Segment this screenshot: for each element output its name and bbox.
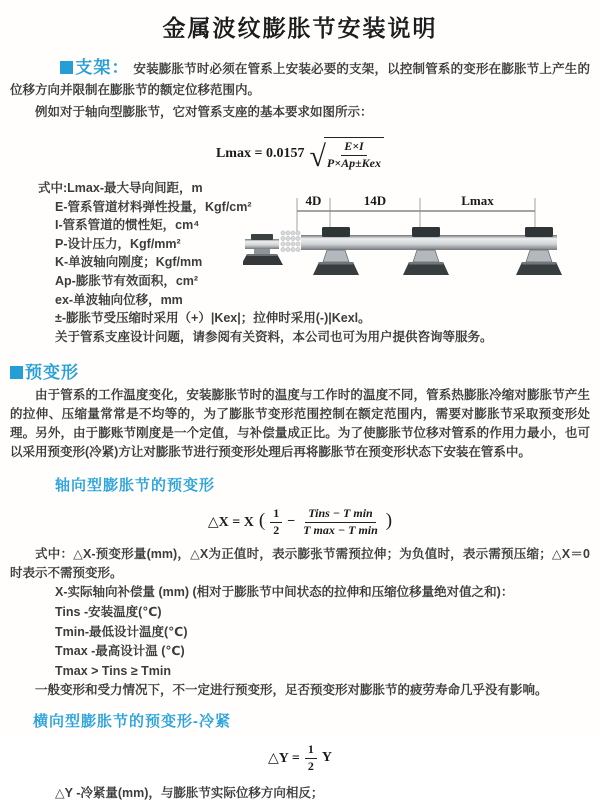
support-heading-label: 支架： [75, 58, 130, 77]
formula-dy-rhs: Y [322, 750, 332, 766]
formula-lmax-denominator: P×Ap±Kex [324, 156, 384, 172]
temperature-fraction [300, 506, 381, 538]
fraction-denominator: 2 [305, 759, 317, 775]
page-title: 金属波纹膨胀节安装说明 [10, 0, 590, 43]
definition-item: P-设计压力，Kgf/mm² [55, 235, 590, 254]
diagram-label-4d: 4D [297, 193, 330, 209]
predeform-section-heading [10, 358, 590, 383]
formula-lmax [10, 135, 590, 173]
fraction-numerator: Tins − T min [305, 506, 376, 523]
definition-item: ex-单波轴向位移，mm [55, 291, 590, 310]
lateral-sub-heading: 横向型膨胀节的预变形-冷紧 [33, 710, 590, 731]
definition-item: ±-膨胀节受压缩时采用（+）|Kex|；拉伸时采用(-)|Kexl。 [55, 309, 590, 328]
formula-lmax-fraction [324, 137, 384, 171]
formula-delta-y [10, 742, 590, 774]
fraction-denominator: 2 [270, 523, 282, 539]
fraction-numerator: 1 [270, 506, 282, 523]
definition-item: E-管系管道材料弹性投量，Kgf/cm² [55, 198, 590, 217]
definition-item: Ap-膨胀节有效面积，cm² [55, 272, 590, 291]
definition-item: 关于管系支座设计问题，请参阅有关资料，本公司也可为用户提供咨询等服务。 [55, 328, 590, 347]
temperature-inequality: Tmax > Tins ≥ Tmin [55, 662, 590, 682]
axial-x-definition: X-实际轴向补偿量 (mm) (相对于膨胀节中间状态的拉伸和压缩位移量绝对值之和)： [55, 583, 590, 603]
predeform-heading-label: 预变形 [25, 363, 79, 382]
section-marker-icon [10, 366, 23, 379]
fraction-denominator: T max − T min [300, 523, 381, 539]
diagram-label-14d: 14D [330, 193, 420, 209]
open-paren: ( [259, 510, 265, 532]
definition-item: 式中:Lmax-最大导向间距，m [38, 179, 590, 198]
temperature-definition: Tmin-最低设计温度(℃) [55, 623, 590, 643]
minus-sign: − [287, 514, 295, 530]
temperature-definition: Tmax -最高设计温 (℃) [55, 642, 590, 662]
formula-dx-lhs: △X = X [208, 514, 254, 531]
support-example-line: 例如对于轴向型膨胀节，它对管系支座的基本要求如图所示： [10, 102, 590, 123]
section-marker-icon [60, 61, 73, 74]
support-intro-text: 安装膨胀节时必须在管系上安装必要的支架，以控制管系的变形在膨胀节上产生的位移方向并限制在膨胀节的额定位移范围内。 [10, 62, 590, 97]
close-paren: ) [386, 510, 392, 532]
axial-explanation: 式中：△X-预变形量(mm)，△X为正值时，表示膨张节需预拉伸；为负值时，表示需预压缩；△X＝0时表示不需预变形。 [10, 545, 590, 583]
lateral-note: △Y -冷紧量(mm)，与膨胀节实际位移方向相反； [55, 784, 590, 803]
predeform-paragraph: 由于管系的工作温度变化，安装膨胀节时的温度与工作时的温度不同，管系热膨胀冷缩对膨胀节产生的拉伸、压缩量常常是不均等的，为了膨胀节变形范围控制在额定范围内，需要对膨胀节采取预变形处理。另外，由于膨账节刚度是一个定值，与补偿量成正比。为了使膨胀节位移对管系的作用力最小，也可以采用预变形(冷紧)方让对膨胀节进行预变形处理后再将膨胀节在预变形状态下安装在管系中。 [10, 386, 590, 462]
support-section-heading [60, 58, 130, 77]
radical-sign: √ [309, 144, 325, 170]
diagram-label-lmax: Lmax [420, 193, 535, 209]
fraction-numerator: 1 [305, 742, 317, 759]
definition-item: I-管系管道的惯性矩，cm⁴ [55, 216, 590, 235]
square-root [309, 137, 384, 171]
axial-sub-heading: 轴向型膨胀节的预变形 [55, 474, 590, 495]
definition-item: K-单波轴向刚度；Kgf/mm [55, 253, 590, 272]
axial-note: 一般变形和受力情况下，不一定进行预变形，足否预变形对膨胀节的疲劳寿命几乎没有影响。 [10, 681, 590, 700]
one-half-fraction [270, 506, 282, 538]
formula-lmax-numerator: E×I [341, 139, 367, 156]
one-half-fraction [305, 742, 317, 774]
formula-delta-x [10, 504, 590, 540]
formula-lmax-lhs: Lmax = 0.0157 [216, 146, 304, 162]
temperature-definition: Tins -安装温度(℃) [55, 603, 590, 623]
support-intro-paragraph [10, 57, 590, 101]
pipe-support-diagram [243, 192, 565, 288]
formula-dy-lhs: △Y = [268, 750, 300, 767]
